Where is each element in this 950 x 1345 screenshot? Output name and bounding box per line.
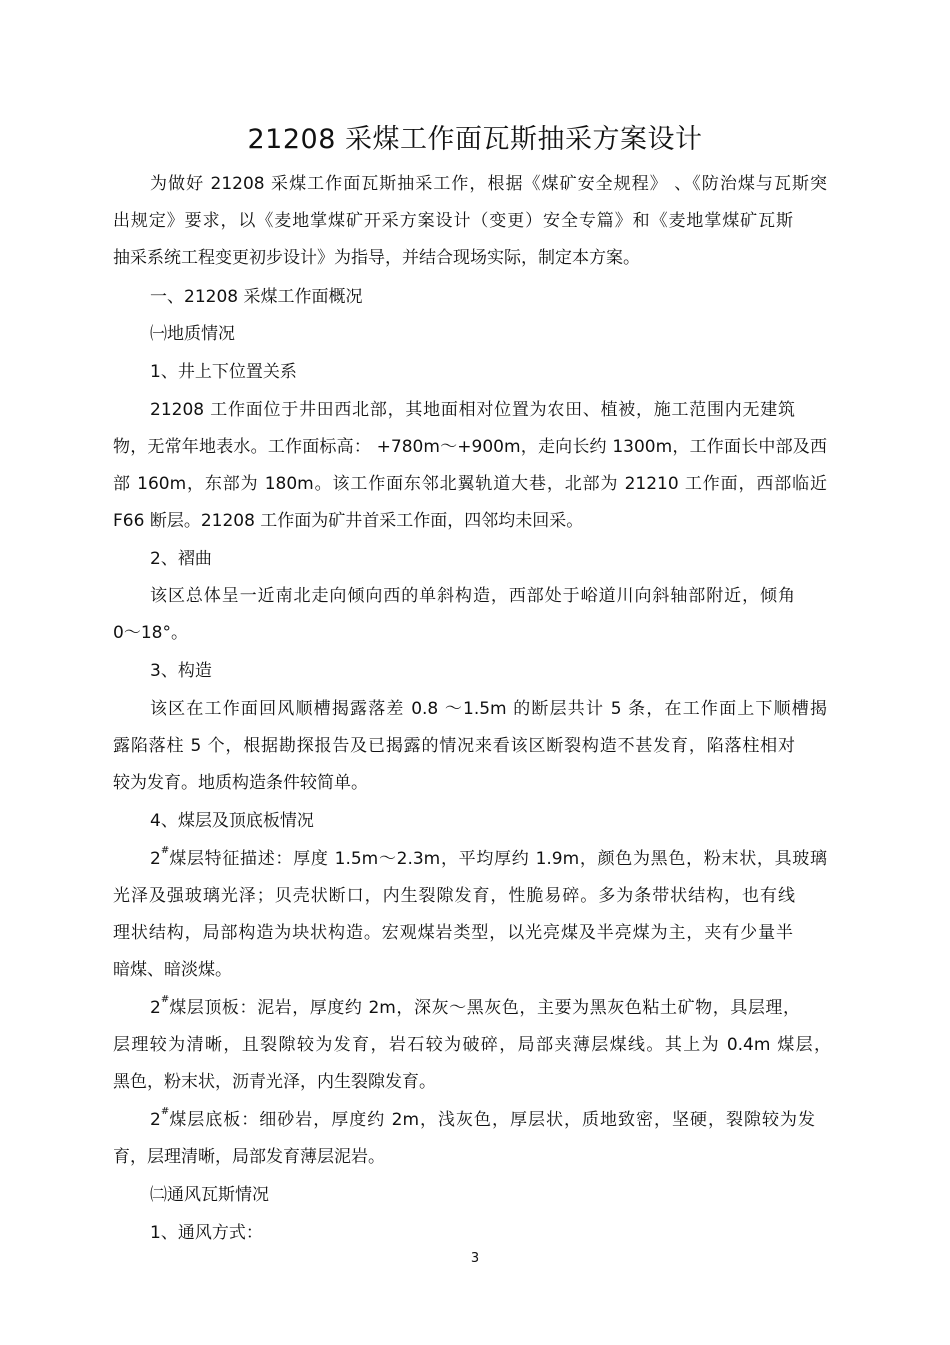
paragraph-line: 0～18°。: [113, 623, 188, 643]
paragraph-line: 21208 工作面位于井田西北部，其地面相对位置为农田、植被，施工范围内无建筑: [150, 400, 795, 420]
paragraph-line: 较为发育。地质构造条件较简单。: [113, 773, 368, 793]
paragraph-text: 煤层特征描述：厚度 1.5m～2.3m，平均厚约 1.9m，颜色为黑色，粉末状，具玻璃: [169, 849, 827, 869]
item-heading: 1、通风方式：: [150, 1223, 263, 1243]
seam-number: 2: [150, 849, 161, 869]
section-heading: 一、21208 采煤工作面概况: [150, 287, 363, 307]
paragraph-line: 部 160m，东部为 180m。该工作面东邻北翼轨道大巷，北部为 21210 工作面，西部临近: [113, 474, 827, 494]
item-heading: 1、井上下位置关系: [150, 362, 297, 382]
paragraph-line: 该区在工作面回风顺槽揭露落差 0.8 ～1.5m 的断层共计 5 条，在工作面上下顺槽揭: [150, 699, 827, 719]
seam-mark: #: [160, 994, 170, 1005]
paragraph-line: 黑色，粉末状，沥青光泽，内生裂隙发育。: [113, 1072, 436, 1092]
item-heading: 3、构造: [150, 661, 212, 681]
seam-number: 2: [150, 998, 161, 1018]
intro-line-2: 出规定》要求，以《麦地掌煤矿开采方案设计（变更）安全专篇》和《麦地掌煤矿瓦斯: [113, 211, 793, 231]
paragraph-line: 育，层理清晰，局部发育薄层泥岩。: [113, 1147, 385, 1167]
paragraph-line: 光泽及强玻璃光泽；贝壳状断口，内生裂隙发育，性脆易碎。多为条带状结构，也有线: [113, 886, 795, 906]
page-number: 3: [470, 1251, 480, 1266]
document-title: 21208 采煤工作面瓦斯抽采方案设计: [247, 124, 703, 155]
seam-mark: #: [160, 1106, 170, 1117]
item-heading: 4、煤层及顶底板情况: [150, 811, 314, 831]
seam-mark: #: [160, 845, 170, 856]
paragraph-text: 煤层顶板：泥岩，厚度约 2m，深灰～黑灰色，主要为黑灰色粘土矿物，具层理，: [169, 998, 800, 1018]
paragraph-line: F66 断层。21208 工作面为矿井首采工作面，四邻均未回采。: [113, 511, 584, 531]
seam-number: 2: [150, 1110, 161, 1130]
subsection-heading: ㈡通风瓦斯情况: [150, 1185, 269, 1205]
subsection-heading: ㈠地质情况: [150, 324, 235, 344]
intro-line-1: 为做好 21208 采煤工作面瓦斯抽采工作，根据《煤矿安全规程》 、《防治煤与瓦斯突: [150, 174, 827, 194]
paragraph-line: [150, 847, 827, 871]
item-heading: 2、褶曲: [150, 549, 212, 569]
paragraph-line: 理状结构，局部构造为块状构造。宏观煤岩类型，以光亮煤及半亮煤为主，夹有少量半: [113, 923, 793, 943]
paragraph-line: 该区总体呈一近南北走向倾向西的单斜构造，西部处于峪道川向斜轴部附近，倾角: [150, 586, 795, 606]
paragraph-text: 煤层底板：细砂岩，厚度约 2m，浅灰色，厚层状，质地致密，坚硬，裂隙较为发: [169, 1110, 815, 1130]
paragraph-line: [150, 996, 800, 1020]
paragraph-line: [150, 1108, 815, 1132]
paragraph-line: 暗煤、暗淡煤。: [113, 960, 232, 980]
paragraph-line: 物，无常年地表水。工作面标高： +780m～+900m，走向长约 1300m，工作面长中部及西: [113, 437, 827, 457]
paragraph-line: 层理较为清晰，且裂隙较为发育，岩石较为破碎，局部夹薄层煤线。其上为 0.4m 煤层，: [113, 1035, 831, 1055]
paragraph-line: 露陷落柱 5 个，根据勘探报告及已揭露的情况来看该区断裂构造不甚发育，陷落柱相对: [113, 736, 795, 756]
intro-line-3: 抽采系统工程变更初步设计》为指导，并结合现场实际，制定本方案。: [113, 248, 640, 268]
